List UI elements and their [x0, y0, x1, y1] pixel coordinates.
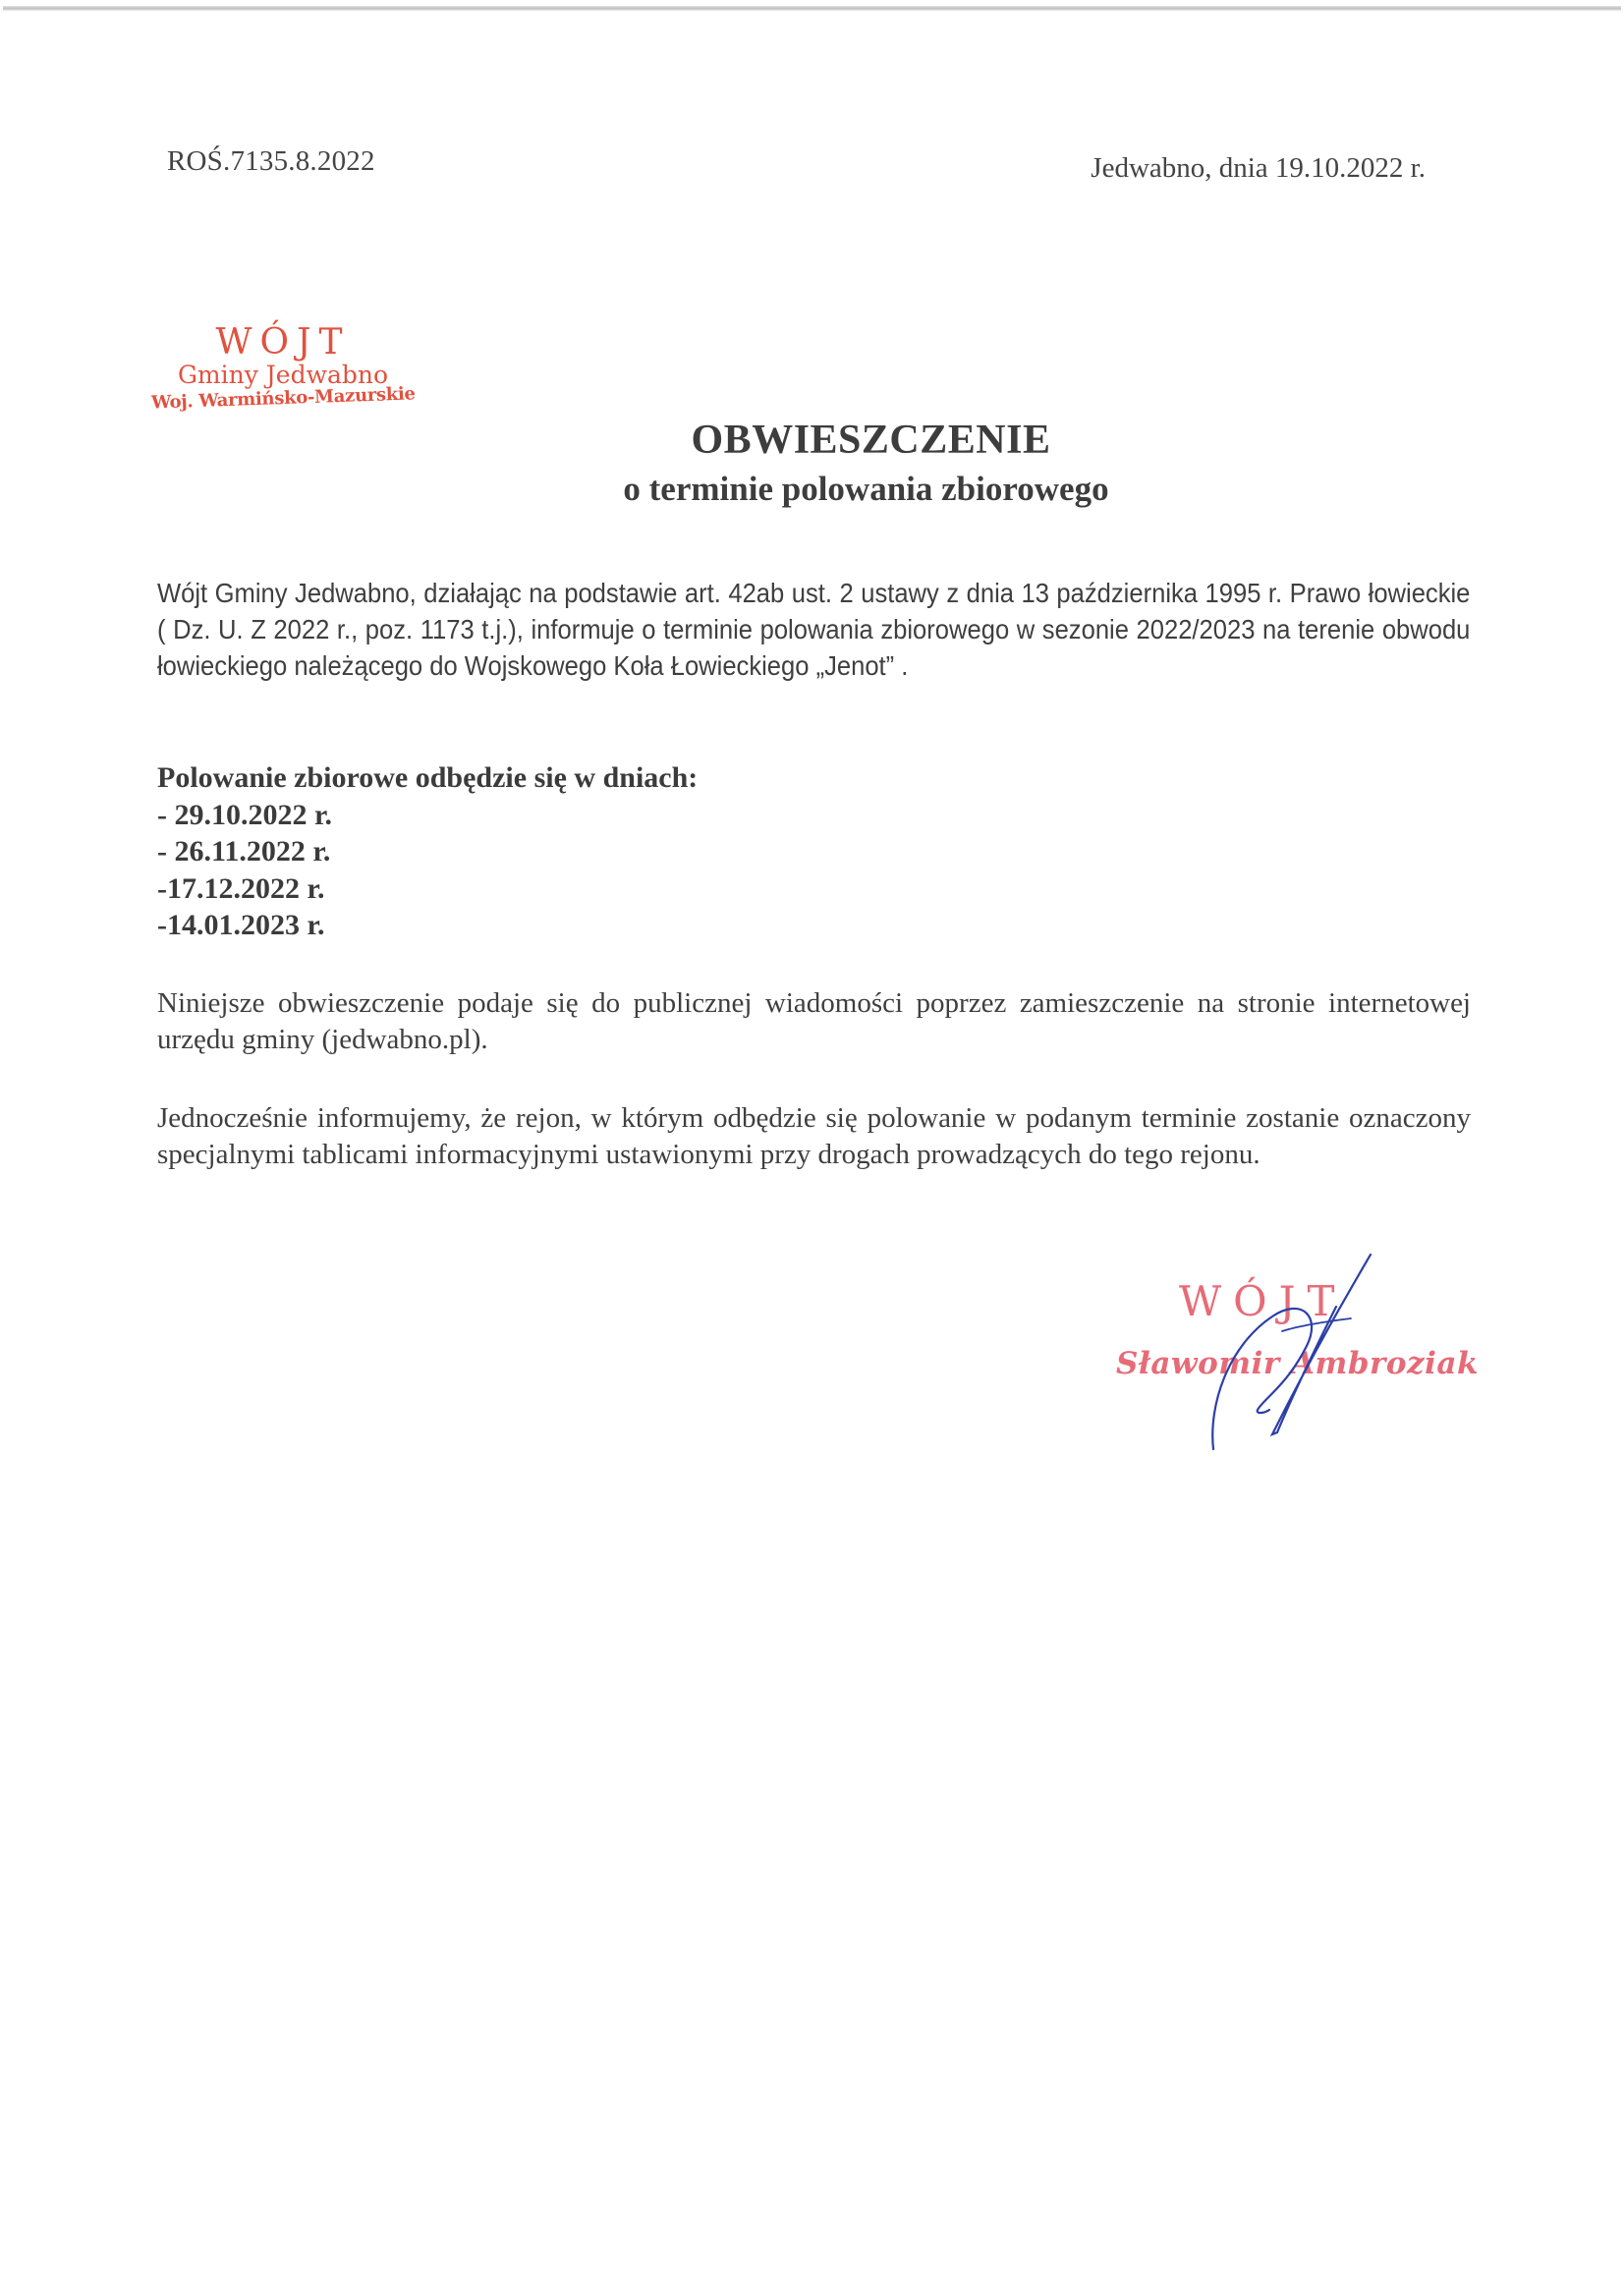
signature-stamp-name: Sławomir Ambroziak	[1116, 1346, 1479, 1381]
intro-paragraph: Wójt Gminy Jedwabno, działając na podstawie art. 42ab ust. 2 ustawy z dnia 13 października 1995 r. Prawo łowieckie ( Dz. U. Z 2022 r., poz. 1173 t.j.), informuje o terminie polowania zbiorowego w sezonie 2022/2023 na terenie obwodu łowieckiego należącego do Wojskowego Koła Łowieckiego „Jenot” .	[157, 578, 1471, 681]
publication-paragraph: Niniejsze obwieszczenie podaje się do publicznej wiadomości poprzez zamieszczenie na stronie internetowej urzędu gminy (jedwabno.pl).	[157, 987, 1471, 1055]
place-and-date: Jedwabno, dnia 19.10.2022 r.	[1091, 152, 1426, 184]
office-stamp-title: WÓJT	[215, 322, 351, 363]
signature-stroke-cross	[1282, 1318, 1351, 1331]
hunt-dates-list	[157, 759, 698, 944]
signature-stroke-diagonal	[1272, 1255, 1371, 1434]
document-title	[0, 415, 1624, 513]
reference-number: ROŚ.7135.8.2022	[167, 145, 375, 177]
signature-stroke-main	[1212, 1309, 1312, 1449]
office-stamp-municipality: Gminy Jedwabno	[177, 361, 389, 389]
hunt-dates-heading: Polowanie zbiorowe odbędzie się w dniach:	[157, 761, 699, 794]
office-stamp-voivodeship: Woj. Warmińsko-Mazurskie	[150, 383, 416, 414]
hunt-date-item: - 26.11.2022 r.	[157, 835, 331, 868]
signature-block	[1100, 1238, 1493, 1464]
document-title-main: OBWIESZCZENIE	[691, 418, 1051, 463]
notice-paragraph: Jednocześnie informujemy, że rejon, w którym odbędzie się polowanie w podanym terminie zostanie oznaczony specjalnymi tablicami informacyjnymi ustawionymi przy drogach prowadzących do tego rejonu.	[157, 1102, 1471, 1170]
hunt-date-item: -17.12.2022 r.	[157, 871, 325, 905]
scan-top-edge	[3, 6, 1621, 11]
hunt-date-item: -14.01.2023 r.	[157, 909, 325, 941]
document-subtitle: o terminie polowania zbiorowego	[623, 470, 1109, 508]
office-stamp	[136, 322, 430, 414]
hunt-date-item: - 29.10.2022 r.	[157, 798, 333, 831]
signature-stamp-title: WÓJT	[1179, 1277, 1347, 1325]
handwritten-signature	[1100, 1238, 1493, 1464]
